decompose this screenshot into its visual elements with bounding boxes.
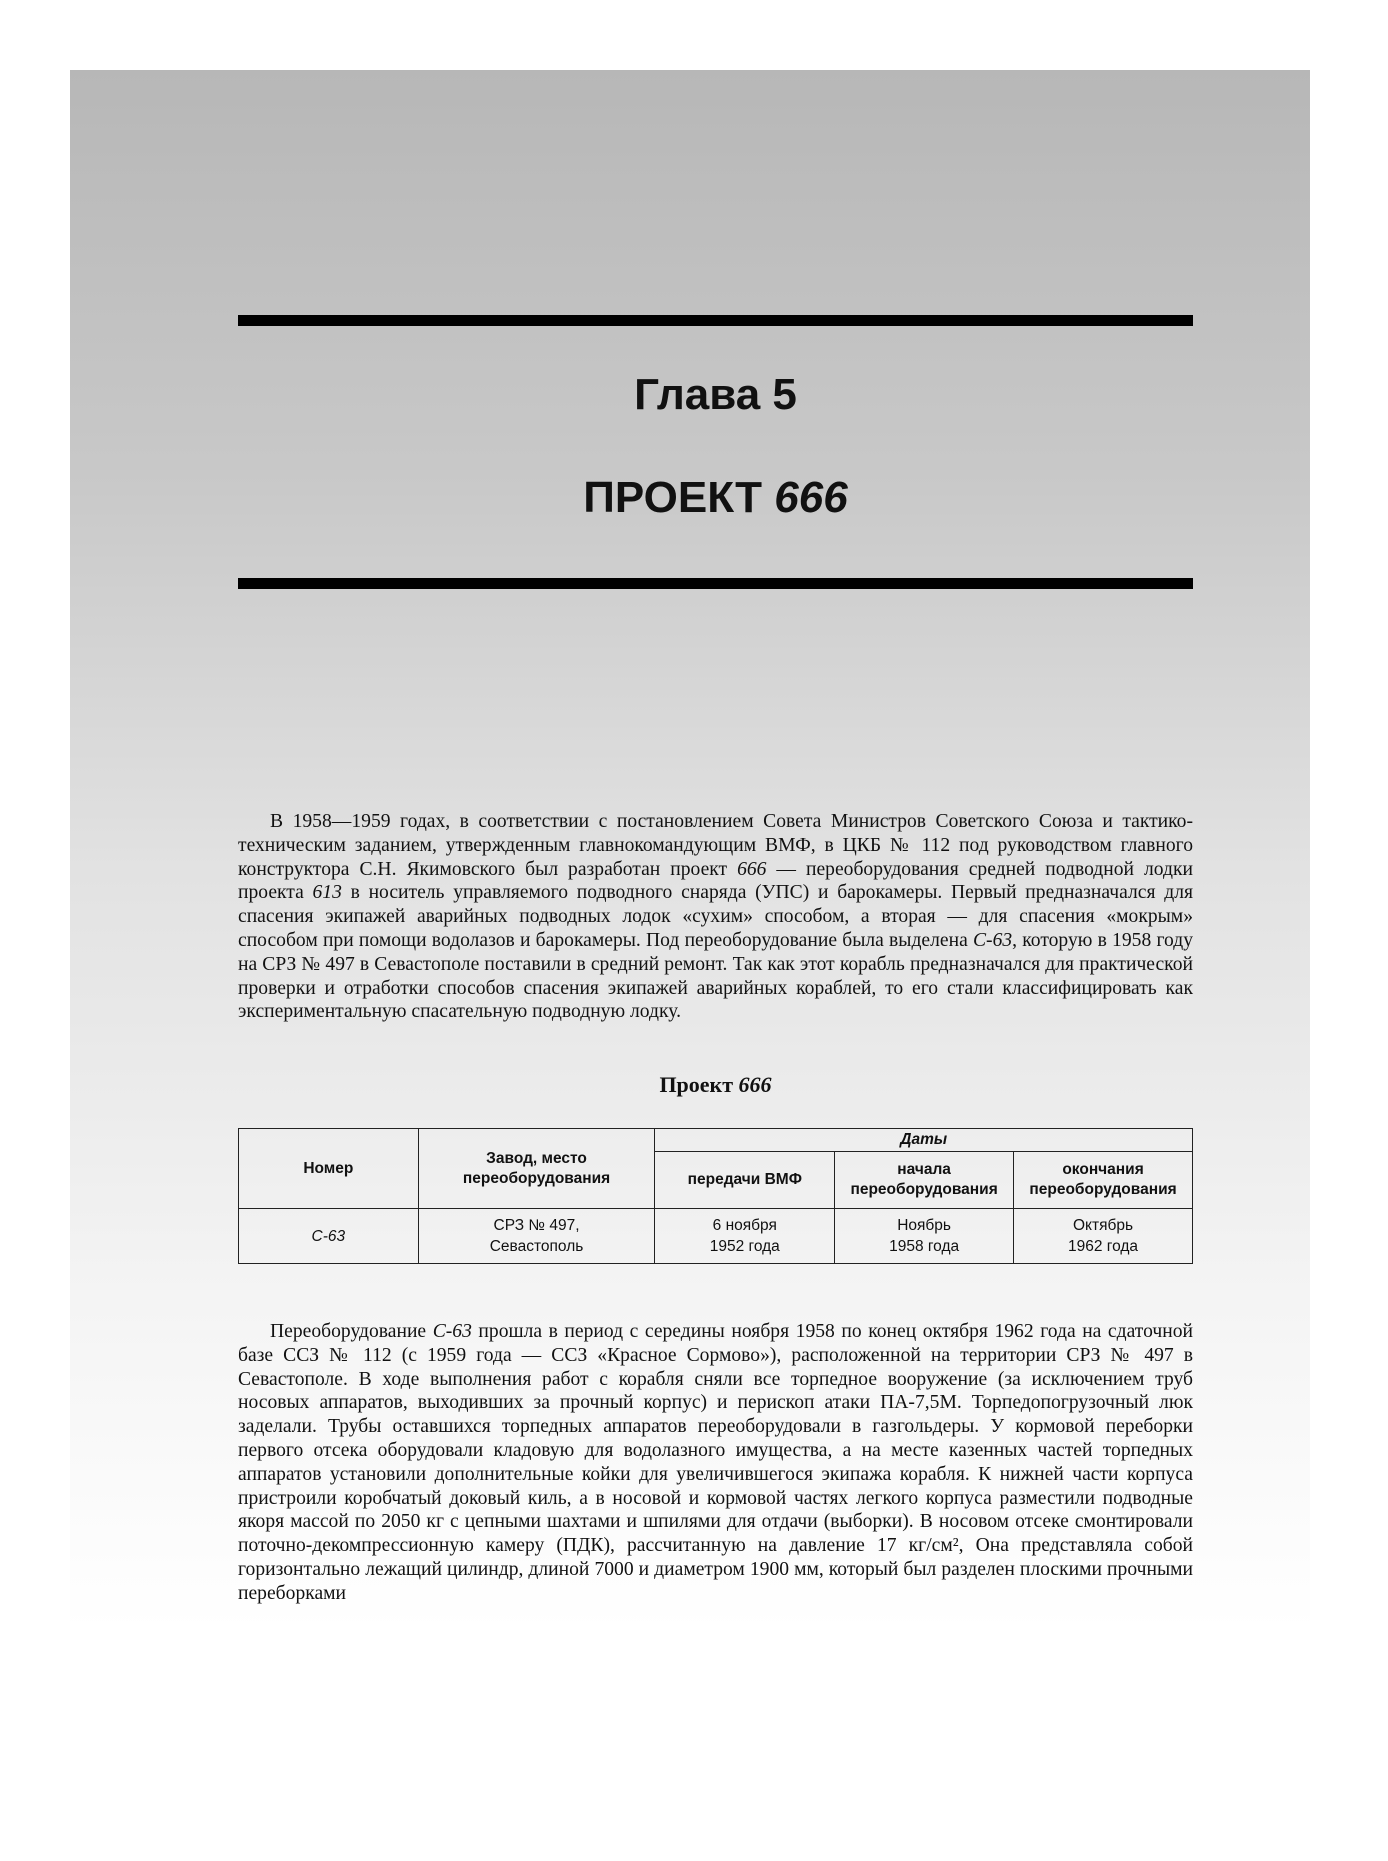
cell-plant bbox=[418, 1209, 655, 1264]
cell-start bbox=[835, 1209, 1014, 1264]
header-dates: Даты bbox=[655, 1129, 1193, 1152]
table-caption-number: 666 bbox=[738, 1072, 772, 1097]
chapter-title-prefix: ПРОЕКТ bbox=[583, 473, 775, 522]
cell-number: С-63 bbox=[239, 1209, 419, 1264]
top-rule bbox=[238, 315, 1193, 326]
paragraph-segment: — переоборудования средней подводной лодки проекта bbox=[238, 858, 1193, 904]
cell-end-line2: 1962 года bbox=[1068, 1238, 1139, 1255]
table-caption-prefix: Проект bbox=[659, 1072, 739, 1097]
paragraph-segment: С-63 bbox=[972, 929, 1013, 951]
paragraph-segment: 666 bbox=[737, 858, 767, 880]
project-table bbox=[238, 1128, 1193, 1264]
paragraph-segment: в носитель управляемого подводного снаряда (УПС) и барокамеры. Первый предназначался для спасения экипажей аварийных подводных лодок «сухим» способом, а вторая — для спасения «мокрым» способом при помощи водолазов и барокамеры. Под переоборудование была выделена bbox=[238, 882, 1193, 951]
cell-end-line1: Октябрь bbox=[1072, 1217, 1134, 1234]
cell-transfer-line2: 1952 года bbox=[709, 1238, 780, 1255]
table-row bbox=[239, 1209, 1193, 1264]
header-plant: Завод, место переоборудования bbox=[418, 1129, 655, 1209]
header-start: начала переоборудования bbox=[835, 1152, 1014, 1209]
paragraph-segment: прошла в период с середины ноября 1958 по конец октября 1962 года на сдаточной базе ССЗ № 112 (с 1959 года — ССЗ «Красное Сормово»), расположенной на территории СРЗ № 497 в Севастополе. В ходе выполнения работ с корабля сняли все торпедное вооружение (за исключением труб носовых аппаратов, выходивших за прочный корпус) и перископ атаки ПА-7,5М. Торпедопогрузочный люк заделали. Трубы оставшихся торпедных аппаратов переоборудовали в газгольдеры. У кормовой переборки первого отсека оборудовали кладовую для водолазного имущества, а на месте казенных частей торпедных аппаратов установили дополнительные койки для увеличившегося экипажа корабля. К нижней части корпуса пристроили коробчатый доковый киль, а в носовой и кормовой частях легкого корпуса разместили подводные якоря массой по 2050 кг с цепными шахтами и шпилями для отдачи (выборки). В носовом отсеке смонтировали поточно-декомпрессионную камеру (ПДК), рассчитанную на давление 17 кг/см², Она представляла собой горизонтально лежащий цилиндр, длиной 7000 и диаметром 1900 мм, который был разделен плоскими прочными переборками bbox=[238, 1321, 1193, 1604]
chapter-label: Глава 5 bbox=[634, 370, 797, 419]
cell-transfer-line1: 6 ноября bbox=[712, 1217, 777, 1234]
paragraph-segment: В 1958—1959 годах, в соответствии с постановлением Совета Министров Советского Союза и тактико-техническим заданием, утвержденным главнокомандующим ВМФ, в ЦКБ № 112 под руководством главного конструктора С.Н. Якимовского был разработан проект bbox=[238, 811, 1193, 880]
bottom-rule bbox=[238, 578, 1193, 589]
cell-end bbox=[1014, 1209, 1193, 1264]
intro-paragraph bbox=[238, 810, 1193, 1024]
table-caption bbox=[238, 1072, 1193, 1098]
header-transfer: передачи ВМФ bbox=[655, 1152, 835, 1209]
paragraph-segment: С-63 bbox=[432, 1321, 472, 1342]
header-end: окончания переоборудования bbox=[1014, 1152, 1193, 1209]
chapter-title bbox=[238, 473, 1193, 523]
cell-plant-line2: Севастополь bbox=[489, 1238, 584, 1255]
paragraph-segment: , которую в 1958 году на СРЗ № 497 в Севастополе поставили в средний ремонт. Так как этот корабль предназначался для практической проверки и отработки способов спасения экипажей аварийных кораблей, то его стали классифицировать как экспериментальную спасательную подводную лодку. bbox=[238, 929, 1193, 1023]
header-number: Номер bbox=[239, 1129, 419, 1209]
cell-transfer bbox=[655, 1209, 835, 1264]
paragraph-segment: Переоборудование bbox=[270, 1321, 433, 1342]
body-paragraph bbox=[238, 1320, 1193, 1606]
paragraph-segment: 613 bbox=[312, 882, 342, 904]
cell-plant-line1: СРЗ № 497, bbox=[493, 1217, 580, 1234]
cell-start-line1: Ноябрь bbox=[897, 1217, 951, 1234]
chapter-title-number: 666 bbox=[774, 473, 848, 522]
cell-start-line2: 1958 года bbox=[889, 1238, 960, 1255]
